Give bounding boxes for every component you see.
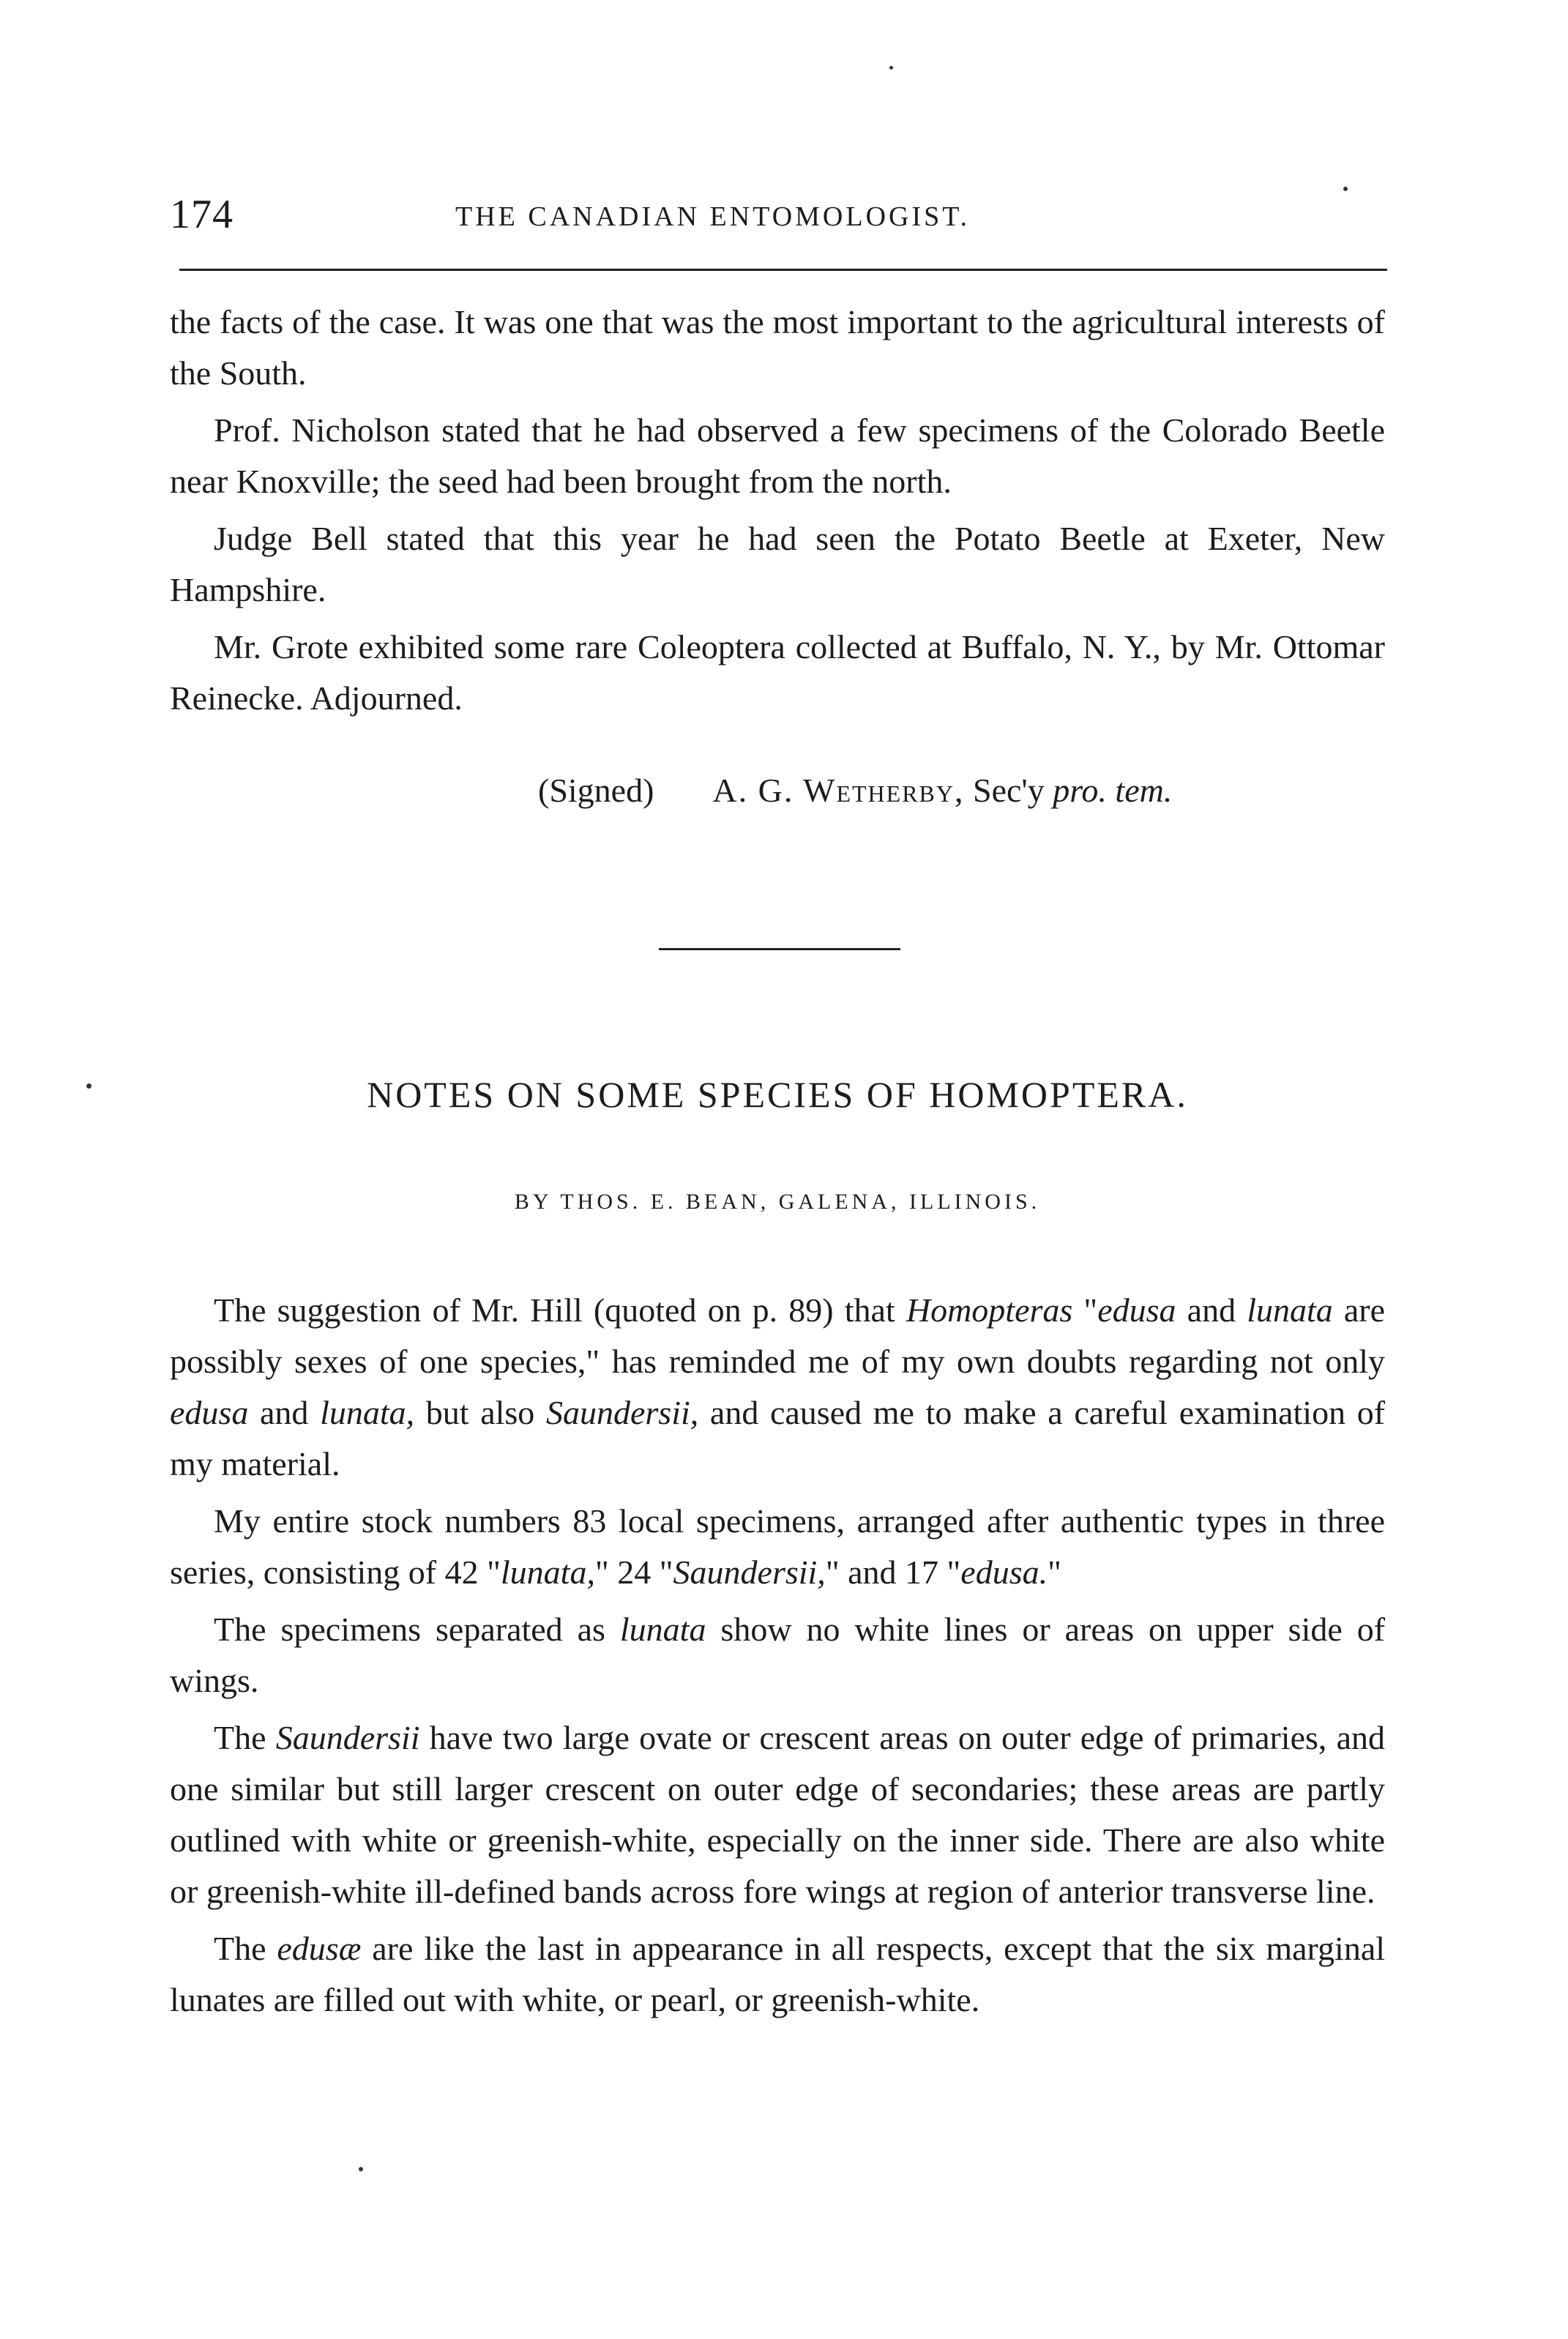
article-paragraph: The edusæ are like the last in appearance in all respects, except that the six marginal lunates are filled out with white, or pearl, or greenish-white. [170,1930,1386,2018]
signed-label: (Signed) [538,772,654,809]
running-title: THE CANADIAN ENTOMOLOGIST. [455,201,971,232]
proceedings-paragraph: Mr. Grote exhibited some rare Coleoptera collected at Buffalo, N. Y., by Mr. Ottomar Reinecke. Adjourned. [170,628,1385,717]
article-byline: BY THOS. E. BEAN, GALENA, ILLINOIS. [514,1190,1041,1214]
page-header [170,189,1385,247]
article-body [170,1285,1385,2026]
signer-role-italic: pro. tem. [1053,772,1173,809]
article-title: NOTES ON SOME SPECIES OF HOMOPTERA. [367,1074,1188,1115]
signer-role: Sec'y [973,772,1045,809]
page-number: 174 [170,192,234,237]
proceedings-paragraph: Prof. Nicholson stated that he had observed a few specimens of the Colorado Beetle near Knoxville; the seed had been brought from the north. [170,411,1385,500]
signer-name: A. G. Wetherby, [712,772,965,809]
print-speck [359,2167,363,2171]
section-divider [659,948,900,950]
article-paragraph: The specimens separated as lunata show no white lines or areas on upper side of wings. [170,1611,1386,1699]
signature-line [538,765,1172,816]
article-paragraph: The Saundersii have two large ovate or crescent areas on outer edge of primaries, and one similar but still larger crescent on outer edge of secondaries; these areas are partly outlined with white or greenish-white, especially on the inner side. There are also white or greenish-white ill-defined bands across fore wings at region of anterior transverse line. [170,1719,1385,1910]
proceedings-paragraph: the facts of the case. It was one that was the most important to the agricultural interests of the South. [170,303,1385,392]
proceedings-paragraph: Judge Bell stated that this year he had seen the Potato Beetle at Exeter, New Hampshire. [170,520,1385,608]
proceedings-text [170,296,1385,724]
header-rule [179,269,1387,271]
article-paragraph: My entire stock numbers 83 local specimens, arranged after authentic types in three series, consisting of 42 "lunata," 24 "Saundersii," and 17 "edusa." [170,1502,1385,1591]
print-speck [86,1083,92,1089]
print-speck [889,66,893,70]
article-paragraph: The suggestion of Mr. Hill (quoted on p. 89) that Homopteras "edusa and lunata are possibly sexes of one species," has reminded me of my own doubts regarding not only edusa and lunata, but also Saundersii, and caused me to make a careful examination of my material. [170,1291,1386,1482]
